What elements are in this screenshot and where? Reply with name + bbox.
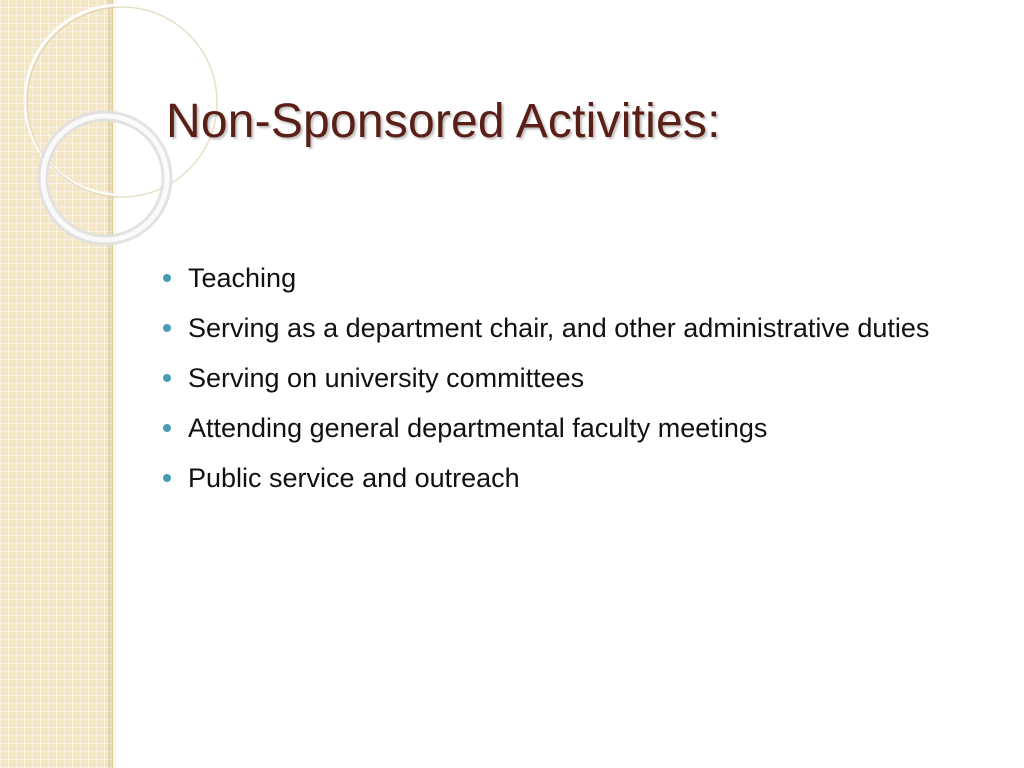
bullet-dot-icon — [163, 474, 171, 482]
bullet-dot-icon — [163, 374, 171, 382]
bullet-item — [160, 408, 960, 448]
bullet-list — [160, 258, 960, 508]
bullet-dot-icon — [163, 324, 171, 332]
bullet-text: Public service and outreach — [188, 463, 520, 493]
bullet-dot-icon — [163, 424, 171, 432]
bullet-text: Serving on university committees — [188, 363, 585, 393]
bullet-dot-icon — [163, 274, 171, 282]
bullet-item — [160, 458, 960, 498]
bullet-text: Serving as a department chair, and other administrative duties — [188, 313, 930, 343]
small-ring-highlight — [43, 116, 167, 240]
bullet-text: Attending general departmental faculty meetings — [188, 413, 768, 443]
bullet-text: Teaching — [188, 263, 297, 293]
bullet-item — [160, 358, 960, 398]
bullet-item — [160, 258, 960, 298]
slide-title: Non-Sponsored Activities: — [166, 95, 721, 148]
bullet-item — [160, 308, 960, 348]
